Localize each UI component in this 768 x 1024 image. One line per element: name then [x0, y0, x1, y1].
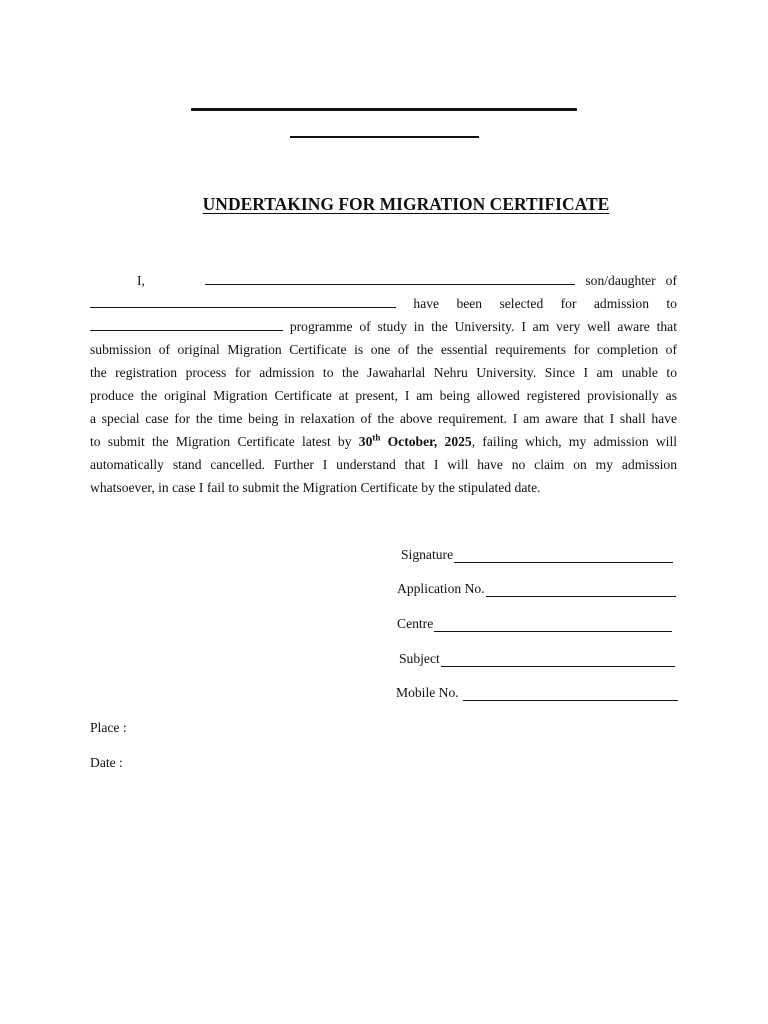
deadline-date: 30th October, 2025: [358, 432, 472, 449]
header-rule-short: [290, 136, 479, 138]
paragraph-line-8: to submit the Migration Certificate latest by 30th October, 2025, failing which, my admission will: [90, 432, 677, 449]
application-no-field: Application No.: [397, 581, 676, 597]
header-rule-long: [191, 108, 577, 111]
paragraph-line-3: programme of study in the University. I am very well aware that: [90, 315, 677, 338]
paragraph-line-5: the registration process for admission to the Jawaharlal Nehru University. Since I am unable to: [90, 365, 677, 380]
paragraph-line-9: automatically stand cancelled. Further I understand that I will have no claim on my admission: [90, 457, 677, 472]
parent-name-blank[interactable]: [90, 295, 396, 308]
signature-blank[interactable]: [454, 550, 673, 563]
paragraph-line-10: whatsoever, in case I fail to submit the Migration Certificate by the stipulated date.: [90, 480, 541, 495]
place-label: Place :: [90, 720, 127, 735]
document-title: UNDERTAKING FOR MIGRATION CERTIFICATE: [202, 194, 610, 214]
mobile-no-field: Mobile No.: [396, 685, 678, 701]
paragraph-line-4: submission of original Migration Certificate is one of the essential requirements for completion of: [90, 342, 677, 357]
paragraph-line-7: a special case for the time being in relaxation of the above requirement. I am aware that I shall have: [90, 411, 677, 426]
name-blank[interactable]: [205, 272, 575, 285]
application-no-blank[interactable]: [486, 584, 676, 597]
signature-field: Signature: [401, 547, 673, 563]
paragraph-line-1: I, son/daughter of: [137, 273, 677, 288]
paragraph-line-6: produce the original Migration Certificate at present, I am being allowed registered provisionally as: [90, 388, 677, 403]
centre-field: Centre: [397, 616, 672, 632]
mobile-no-blank[interactable]: [463, 688, 678, 701]
undertaking-paragraph: [90, 269, 677, 499]
programme-blank[interactable]: [90, 318, 283, 331]
subject-blank[interactable]: [441, 654, 675, 667]
paragraph-line-2: have been selected for admission to: [90, 292, 677, 315]
subject-field: Subject: [399, 651, 675, 667]
centre-blank[interactable]: [434, 619, 672, 632]
date-label: Date :: [90, 755, 123, 770]
